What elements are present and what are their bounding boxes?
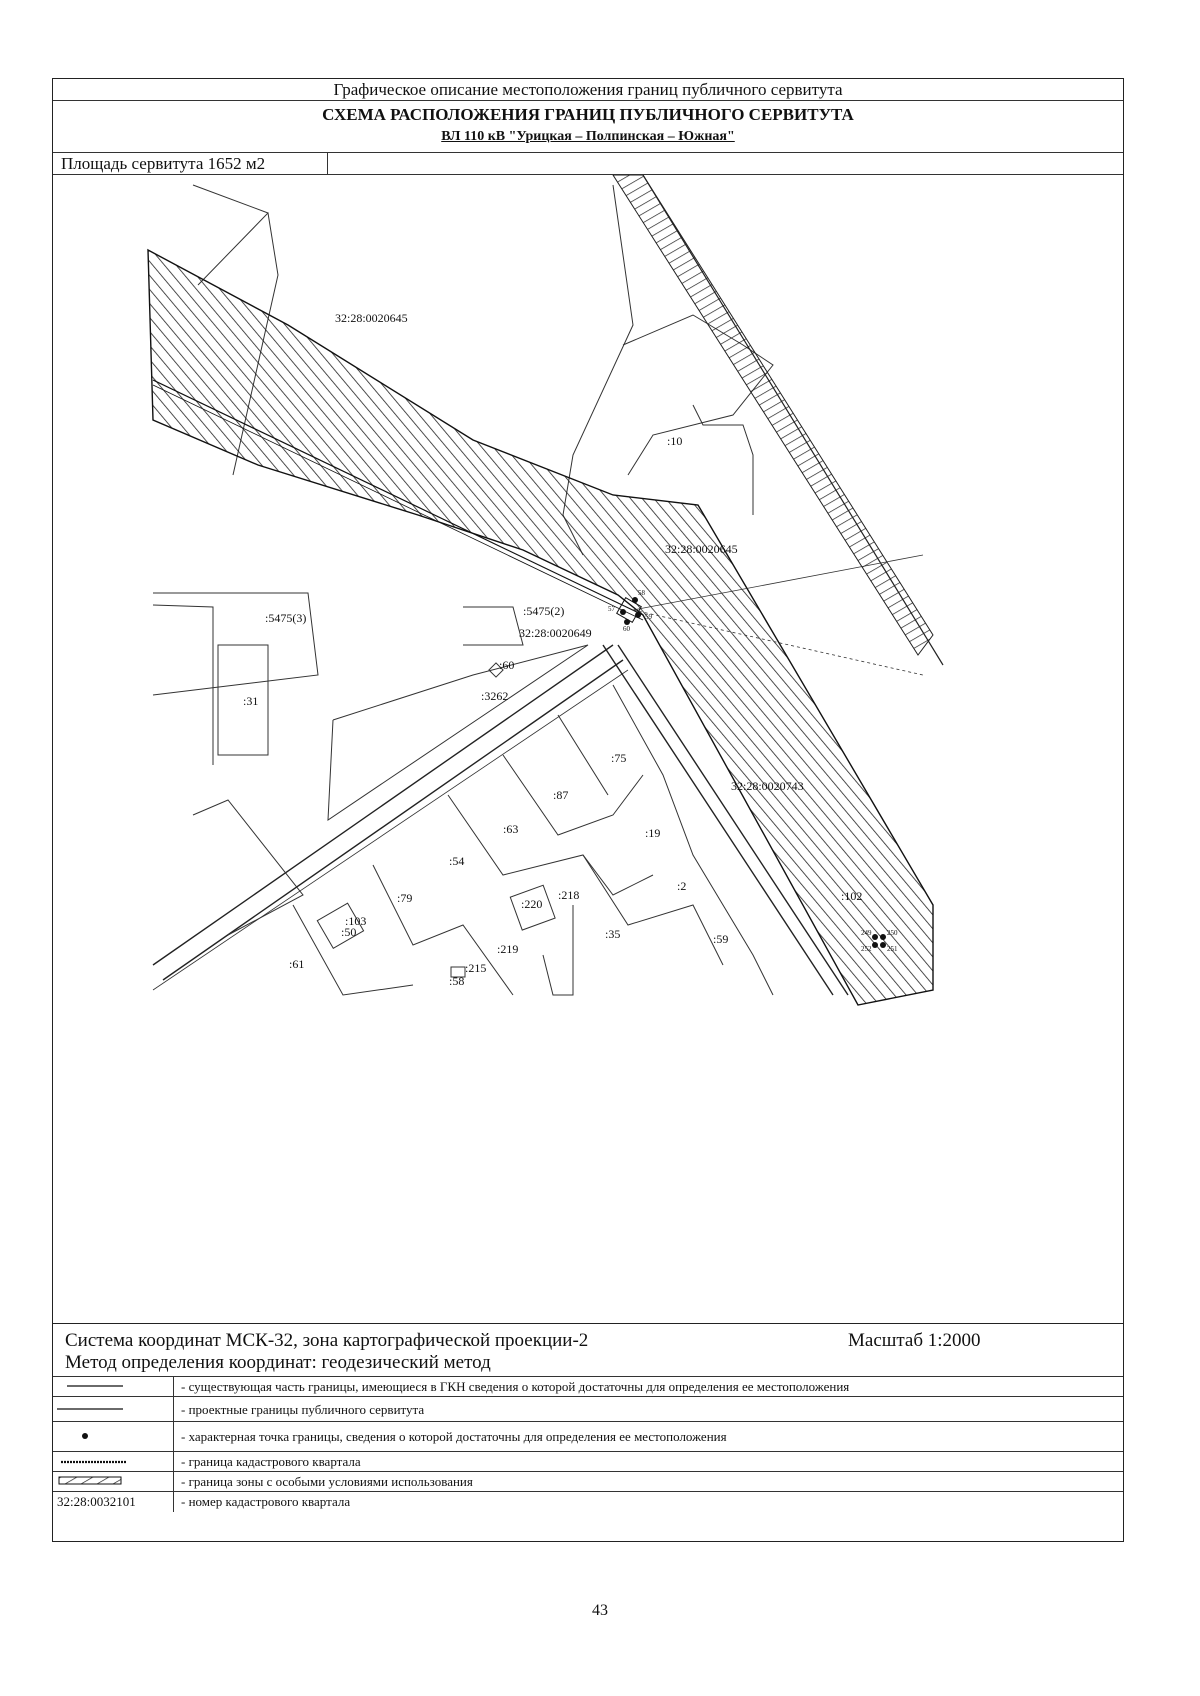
- parcel-boundary: [153, 605, 213, 765]
- label-parcel: :61: [289, 957, 305, 971]
- legend-symbol: [53, 1472, 174, 1491]
- legend-text: - существующая часть границы, имеющиеся в ГКН сведения о которой достаточны для определения ее местоположения: [181, 1379, 850, 1394]
- legend-text: - граница кадастрового квартала: [181, 1454, 361, 1469]
- page-number: 43: [592, 1602, 608, 1619]
- label-cad-3: 32:28:0020649: [519, 626, 592, 640]
- label-parcel: :63: [503, 822, 519, 836]
- label-cad-1: 32:28:0020645: [335, 311, 408, 325]
- parcel-boundary: [153, 593, 318, 695]
- parcel-boundary: [543, 905, 573, 995]
- legend-row: [53, 1472, 1123, 1492]
- legend: [53, 1323, 1123, 1541]
- parcel-boundary: [693, 405, 753, 515]
- legend-row: [53, 1422, 1123, 1452]
- legend-row: [53, 1377, 1123, 1397]
- scheme-title: СХЕМА РАСПОЛОЖЕНИЯ ГРАНИЦ ПУБЛИЧНОГО СЕРВИТУТА: [322, 105, 854, 124]
- label-parcel: :31: [243, 694, 259, 708]
- map-canvas: [53, 175, 1123, 1323]
- legend-symbol: [53, 1492, 174, 1512]
- legend-symbol: [53, 1452, 174, 1471]
- doc-title: Графическое описание местоположения границ публичного сервитута: [53, 79, 1123, 101]
- label-parcel: :5475(2): [523, 604, 565, 618]
- coord-system: Система координат МСК-32, зона картографической проекции-2: [65, 1330, 589, 1351]
- cadastral-map: [53, 175, 1123, 1423]
- parcel-boundary: [623, 315, 773, 475]
- label-parcel: :59: [713, 932, 729, 946]
- label-parcel: :215: [465, 961, 487, 975]
- document-frame: [52, 78, 1124, 1542]
- label-parcel: :79: [397, 891, 413, 905]
- label-parcel: :5475(3): [265, 611, 307, 625]
- legend-text: - номер кадастрового квартала: [181, 1494, 351, 1509]
- label-parcel: :103: [345, 914, 367, 928]
- legend-text: - граница зоны с особыми условиями использования: [181, 1474, 473, 1489]
- legend-symbol: [53, 1422, 174, 1451]
- label-parcel: :35: [605, 927, 621, 941]
- legend-text: - характерная точка границы, сведения о которой достаточны для определения ее местоположения: [181, 1429, 727, 1444]
- label-parcel: :58: [449, 974, 465, 988]
- label-parcel: :219: [497, 942, 519, 956]
- road-edge: [153, 645, 613, 965]
- label-parcel: :3262: [481, 689, 509, 703]
- label-point: 252: [861, 945, 872, 953]
- coord-method: Метод определения координат: геодезический метод: [65, 1352, 491, 1373]
- map-scale: Масштаб 1:2000: [848, 1330, 981, 1351]
- label-point: 250: [887, 929, 898, 937]
- legend-table: [53, 1376, 1123, 1512]
- label-parcel: :2: [677, 879, 687, 893]
- parcel-boundary: [503, 755, 643, 835]
- label-parcel: :102: [841, 889, 863, 903]
- label-parcel: :220: [521, 897, 543, 911]
- legend-row: [53, 1492, 1123, 1512]
- label-point: 58: [638, 589, 645, 597]
- label-point: 57: [608, 605, 615, 613]
- parcel-boundary: [448, 795, 653, 895]
- parcel-boundary: [193, 185, 268, 285]
- label-parcel: :75: [611, 751, 627, 765]
- parcel-boundary: [463, 607, 523, 645]
- road-edge: [163, 660, 623, 980]
- label-parcel: :218: [558, 888, 580, 902]
- road-edge: [153, 670, 628, 990]
- parcel-boundary: [328, 645, 588, 820]
- label-parcel: :54: [449, 854, 465, 868]
- label-parcel: :50: [341, 925, 357, 939]
- legend-text: - проектные границы публичного сервитута: [181, 1402, 425, 1417]
- parcel-boundary: [583, 855, 723, 965]
- label-point: 59: [645, 613, 652, 621]
- legend-row: [53, 1452, 1123, 1472]
- label-parcel: :60: [499, 658, 515, 672]
- legend-symbol: [53, 1377, 174, 1396]
- parcel-boundary: [193, 800, 303, 935]
- label-point: 60: [623, 625, 630, 633]
- legend-row: [53, 1397, 1123, 1422]
- label-cad-2: 32:28:0020645: [665, 542, 738, 556]
- label-cad-4: 32:28:0020743: [731, 779, 804, 793]
- parcel-boundary: [373, 865, 513, 995]
- label-point: 251: [887, 945, 898, 953]
- scheme-header: [53, 101, 1123, 153]
- label-parcel: :19: [645, 826, 661, 840]
- legend-code: 32:28:0032101: [57, 1494, 136, 1509]
- line-name: ВЛ 110 кВ "Урицкая – Полпинская – Южная": [441, 129, 735, 144]
- label-parcel: :10: [667, 434, 683, 448]
- parcel-boundary: [558, 715, 608, 795]
- label-parcel: :87: [553, 788, 569, 802]
- servitude-area: Площадь сервитута 1652 м2: [53, 153, 328, 175]
- legend-symbol: [53, 1397, 174, 1421]
- label-point: 249: [861, 929, 872, 937]
